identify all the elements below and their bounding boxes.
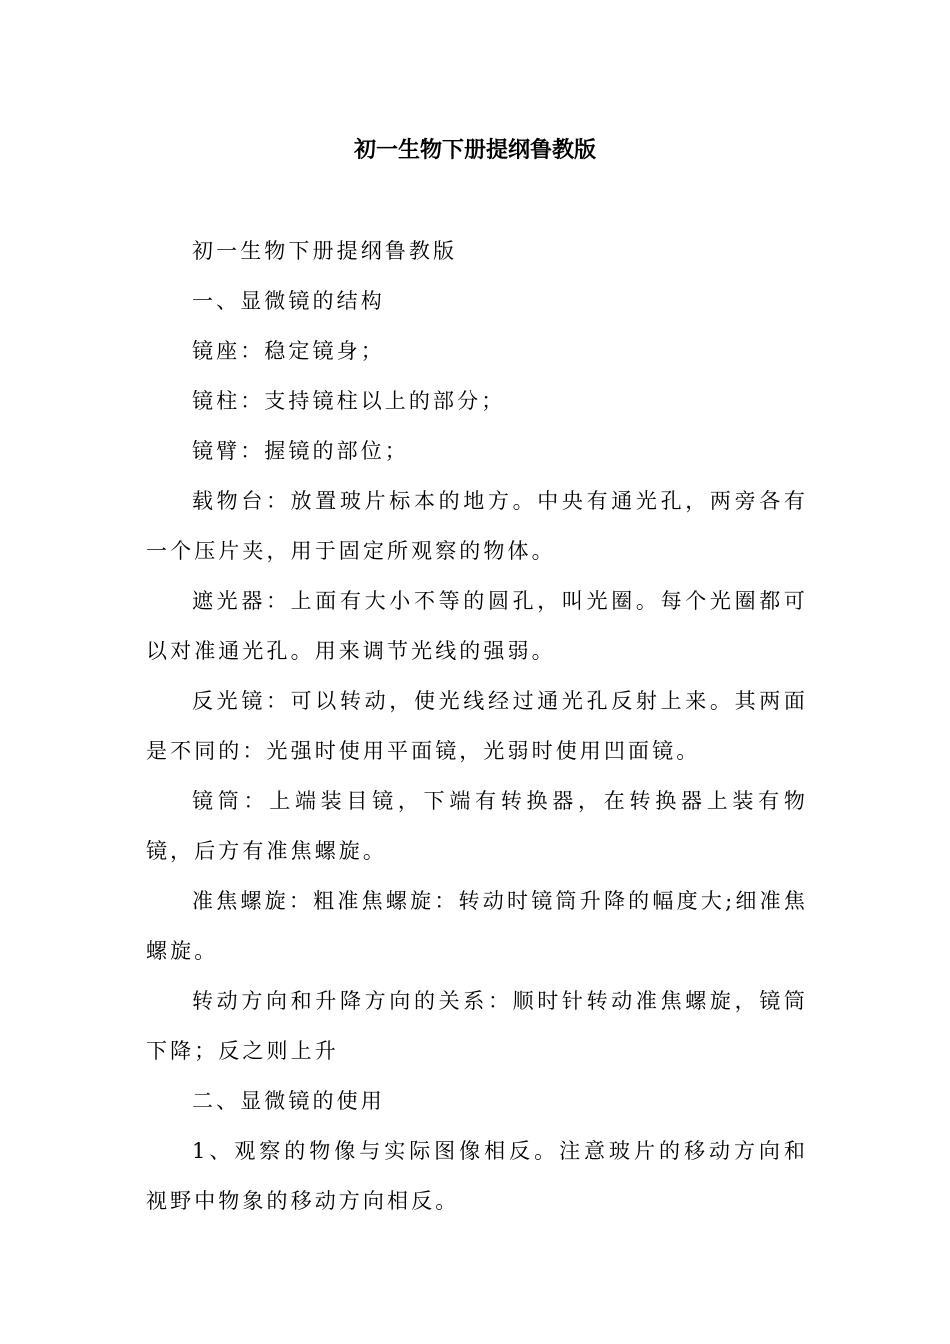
- paragraph-diaphragm: 遮光器：上面有大小不等的圆孔，叫光圈。每个光圈都可以对准通光孔。用来调节光线的强弱。: [146, 589, 808, 663]
- paragraph-focus-knob: 准焦螺旋：粗准焦螺旋：转动时镜筒升降的幅度大;细准焦螺旋。: [146, 889, 808, 963]
- section-heading-structure: 一、显微镜的结构: [192, 289, 385, 313]
- paragraph-mirror-base: 镜座：稳定镜身；: [192, 339, 385, 363]
- paragraph-subtitle: 初一生物下册提纲鲁教版: [192, 239, 458, 263]
- paragraph-mirror-arm: 镜臂：握镜的部位；: [192, 439, 409, 463]
- paragraph-reflector: 反光镜：可以转动，使光线经过通光孔反射上来。其两面是不同的：光强时使用平面镜，光弱时使用凹面镜。: [146, 689, 808, 763]
- document-body: [146, 226, 808, 1226]
- paragraph-rotation-direction: 转动方向和升降方向的关系：顺时针转动准焦螺旋，镜筒下降；反之则上升: [146, 989, 808, 1063]
- section-heading-usage: 二、显微镜的使用: [192, 1089, 385, 1113]
- paragraph-usage-1: 1、观察的物像与实际图像相反。注意玻片的移动方向和视野中物象的移动方向相反。: [146, 1139, 808, 1213]
- paragraph-tube: 镜筒：上端装目镜，下端有转换器，在转换器上装有物镜，后方有准焦螺旋。: [146, 789, 808, 863]
- paragraph-stage: 载物台：放置玻片标本的地方。中央有通光孔，两旁各有一个压片夹，用于固定所观察的物体。: [146, 489, 808, 563]
- document-title: 初一生物下册提纲鲁教版: [353, 138, 596, 163]
- paragraph-mirror-pillar: 镜柱：支持镜柱以上的部分；: [192, 389, 506, 413]
